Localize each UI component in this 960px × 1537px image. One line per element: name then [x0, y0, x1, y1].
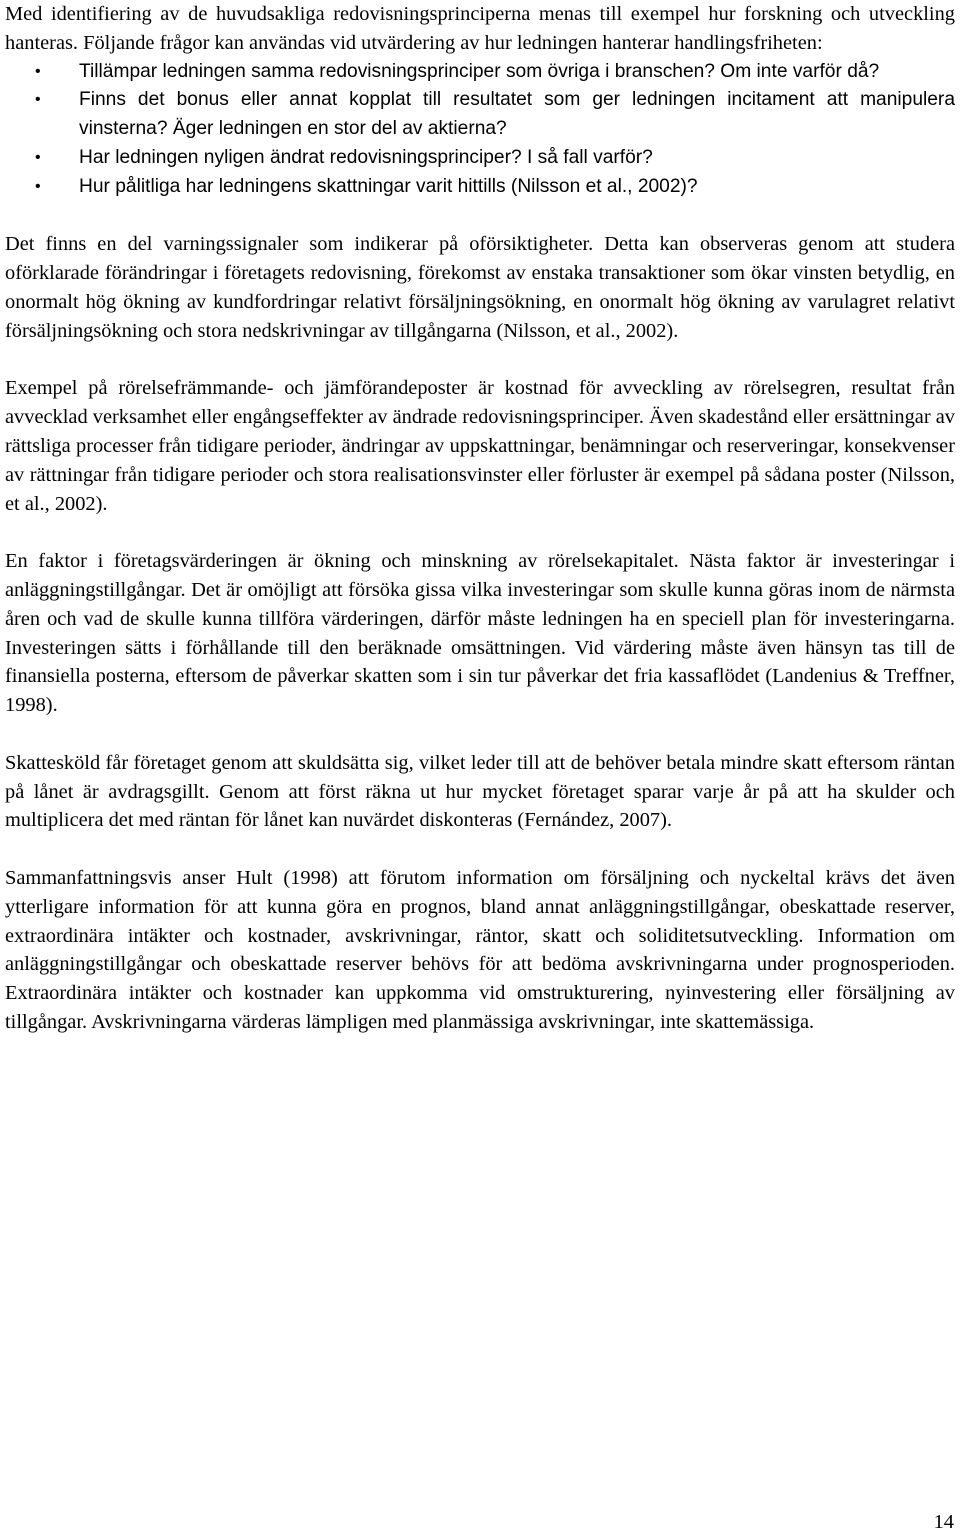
warning-signals-paragraph: Det finns en del varningssignaler som indikerar på oförsiktigheter. Detta kan observeras genom att studera oförklarade förändringar i företagets redovisning, förekomst av enstaka transaktioner som ökar vinsten betydlig, en onormalt hög ökning av kundfordringar relativt försäljningsökning, en onormalt hög ökning av varulagret relativt försäljningsökning och stora nedskrivningar av tillgångarna (Nilsson, et al., 2002). [5, 233, 955, 342]
list-item [5, 58, 955, 87]
list-item [5, 173, 955, 202]
bullet-icon: • [35, 91, 41, 109]
working-capital-paragraph: En faktor i företagsvärderingen är ökning och minskning av rörelsekapitalet. Nästa faktor är investeringar i anläggningstillgångar. Det är omöjligt att försöka gissa vilka investeringar som skulle kunna göras inom de närmsta åren och vad de skulle kunna tillföra värderingen, därför måste ledningen ha en speciell plan för investeringarna. Investeringen sätts i förhållande till den beräknade omsättningen. Vid värdering måste även hänsyn tas till de finansiella posterna, eftersom de påverkar skatten som i sin tur påverkar det fria kassaflödet (Landenius & Treffner, 1998). [5, 550, 955, 717]
bullet-icon: • [35, 177, 41, 195]
document-page [5, 0, 955, 1037]
bullet-icon: • [35, 148, 41, 166]
intro-paragraph: Med identifiering av de huvudsakliga redovisningsprinciperna menas till exempel hur forskning och utveckling hanteras. Följande frågor kan användas vid utvärdering av hur ledningen hanterar handlingsfriheten: [5, 3, 955, 54]
list-item-text: Finns det bonus eller annat kopplat till resultatet som ger ledningen incitament att manipulera vinsterna? Äger ledningen en stor del av aktierna? [79, 89, 955, 140]
summary-paragraph: Sammanfattningsvis anser Hult (1998) att förutom information om försäljning och nyckeltal krävs det även ytterligare information för att kunna göra en prognos, bland annat anläggningstillgångar, obeskattade reserver, extraordinära intäkter och kostnader, avskrivningar, räntor, skatt och soliditetsutveckling. Information om anläggningstillgångar och obeskattade reserver behövs för att bedöma avskrivningarna under prognosperioden. Extraordinära intäkter och kostnader kan uppkomma vid omstrukturering, nyinvestering eller försäljning av tillgångar. Avskrivningarna värderas lämpligen med planmässiga avskrivningar, inte skattemässiga. [5, 866, 955, 1033]
list-item [5, 144, 955, 173]
non-operating-items-paragraph: Exempel på rörelsefrämmande- och jämförandeposter är kostnad för avveckling av rörelsegren, resultat från avvecklad verksamhet eller engångseffekter av ändrade redovisningsprinciper. Även skadestånd eller ersättningar av rättsliga processer från tidigare perioder, ändringar av uppskattningar, benämningar och reserveringar, konsekvenser av rättningar från tidigare perioder och stora realisationsvinster eller förluster är exempel på sådana poster (Nilsson, et al., 2002). [5, 377, 955, 515]
list-item-text: Har ledningen nyligen ändrat redovisningsprinciper? I så fall varför? [79, 146, 653, 168]
bullet-icon: • [35, 62, 41, 80]
tax-shield-paragraph: Skattesköld får företaget genom att skuldsätta sig, vilket leder till att de behöver betala mindre skatt eftersom räntan på lånet är avdragsgillt. Genom att först räkna ut hur mycket företaget sparar varje år på att ha skulder och multiplicera det med räntan för lånet kan nuvärdet diskonteras (Fernández, 2007). [5, 751, 955, 832]
list-item-text: Tillämpar ledningen samma redovisningsprinciper som övriga i branschen? Om inte varför då? [79, 60, 880, 82]
page-number: 14 [933, 1511, 954, 1533]
list-item [5, 86, 955, 144]
list-item-text: Hur pålitliga har ledningens skattningar varit hittills (Nilsson et al., 2002)? [79, 175, 698, 197]
question-list [5, 58, 955, 202]
